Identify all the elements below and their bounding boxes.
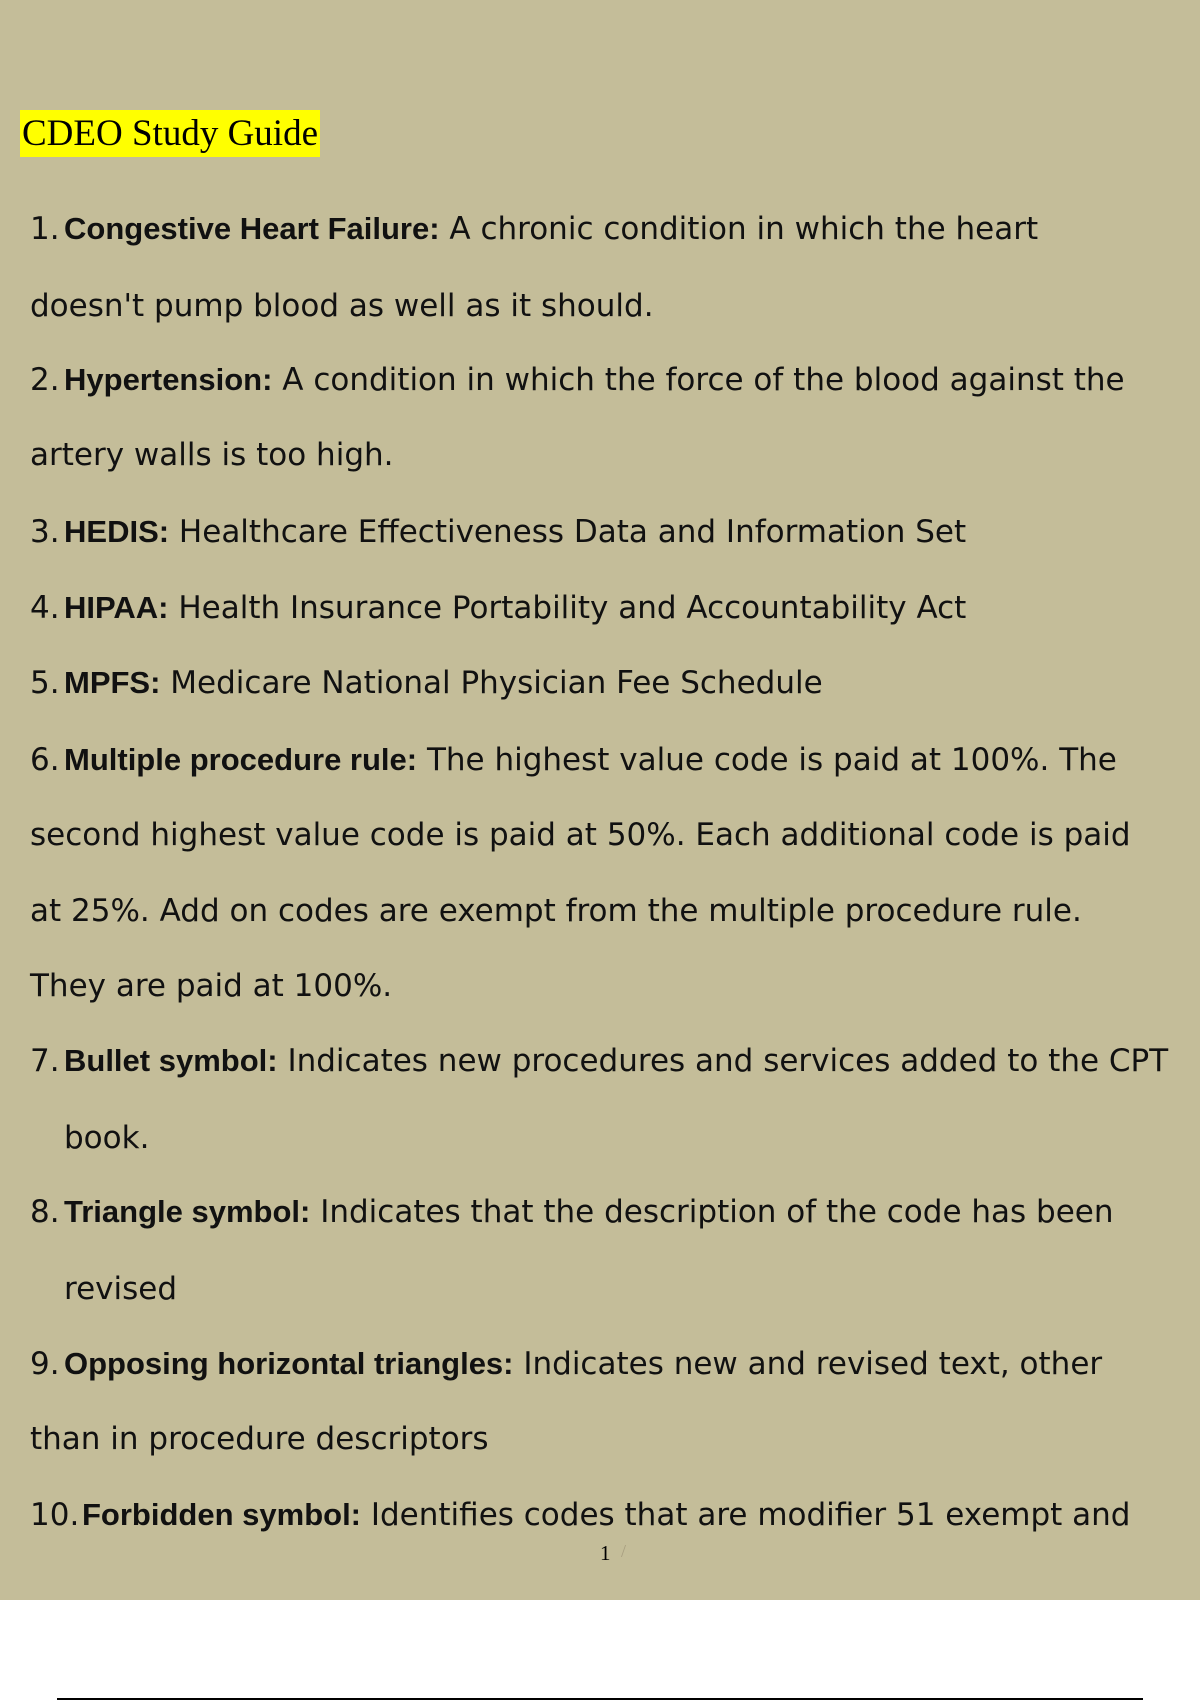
item-term: Bullet symbol: xyxy=(64,1043,278,1078)
item-definition: Indicates new and revised text, other xyxy=(513,1346,1103,1382)
list-item-9 xyxy=(30,1344,1102,1384)
list-item-5 xyxy=(30,663,823,703)
list-item-6-continuation-2: at 25%. Add on codes are exempt from the multiple procedure rule. xyxy=(30,893,1082,929)
item-term: Forbidden symbol: xyxy=(82,1497,361,1532)
page-title: CDEO Study Guide xyxy=(20,110,320,157)
item-definition: Identifies codes that are modifier 51 exempt and xyxy=(361,1497,1131,1533)
item-term: Hypertension: xyxy=(64,362,273,397)
item-number: 3. xyxy=(30,514,60,550)
list-item-7 xyxy=(30,1041,1168,1081)
item-number: 5. xyxy=(30,665,60,701)
item-definition: A chronic condition in which the heart xyxy=(439,211,1039,247)
list-item-6-continuation-1: second highest value code is paid at 50%. Each additional code is paid xyxy=(30,817,1131,853)
item-definition: Health Insurance Portability and Accountability Act xyxy=(168,590,967,626)
list-item-6 xyxy=(30,740,1117,780)
item-term: Triangle symbol: xyxy=(64,1194,311,1229)
item-definition: The highest value code is paid at 100%. The xyxy=(417,742,1117,778)
item-number: 8. xyxy=(30,1194,60,1230)
item-number: 10. xyxy=(30,1497,80,1533)
item-term: Multiple procedure rule: xyxy=(64,742,418,777)
list-item-3 xyxy=(30,512,966,552)
list-item-8-continuation: revised xyxy=(64,1271,177,1307)
list-item-1-continuation: doesn't pump blood as well as it should. xyxy=(30,288,654,324)
item-term: Opposing horizontal triangles: xyxy=(64,1346,514,1381)
item-number: 1. xyxy=(30,211,60,247)
page-number: 1 xyxy=(600,1541,611,1565)
item-definition: A condition in which the force of the blood against the xyxy=(272,362,1125,398)
list-item-2-continuation: artery walls is too high. xyxy=(30,437,394,473)
page-number-separator: / xyxy=(621,1541,627,1561)
list-item-1 xyxy=(30,209,1038,249)
list-item-8 xyxy=(30,1192,1114,1232)
list-item-4 xyxy=(30,588,966,628)
item-definition: Healthcare Effectiveness Data and Information Set xyxy=(169,514,967,550)
item-term: HIPAA: xyxy=(64,590,169,625)
list-item-6-continuation-3: They are paid at 100%. xyxy=(30,968,393,1004)
item-number: 7. xyxy=(30,1043,60,1079)
item-definition: Indicates that the description of the code has been xyxy=(310,1194,1114,1230)
item-term: MPFS: xyxy=(64,665,161,700)
list-item-2 xyxy=(30,360,1125,400)
list-item-10 xyxy=(30,1495,1130,1535)
list-item-7-continuation: book. xyxy=(64,1120,150,1156)
item-definition: Medicare National Physician Fee Schedule xyxy=(160,665,823,701)
item-number: 6. xyxy=(30,742,60,778)
item-term: HEDIS: xyxy=(64,514,170,549)
item-number: 9. xyxy=(30,1346,60,1382)
item-definition: Indicates new procedures and services added to the CPT xyxy=(277,1043,1169,1079)
item-number: 4. xyxy=(30,590,60,626)
list-item-9-continuation: than in procedure descriptors xyxy=(30,1421,489,1457)
item-number: 2. xyxy=(30,362,60,398)
item-term: Congestive Heart Failure: xyxy=(64,211,440,246)
